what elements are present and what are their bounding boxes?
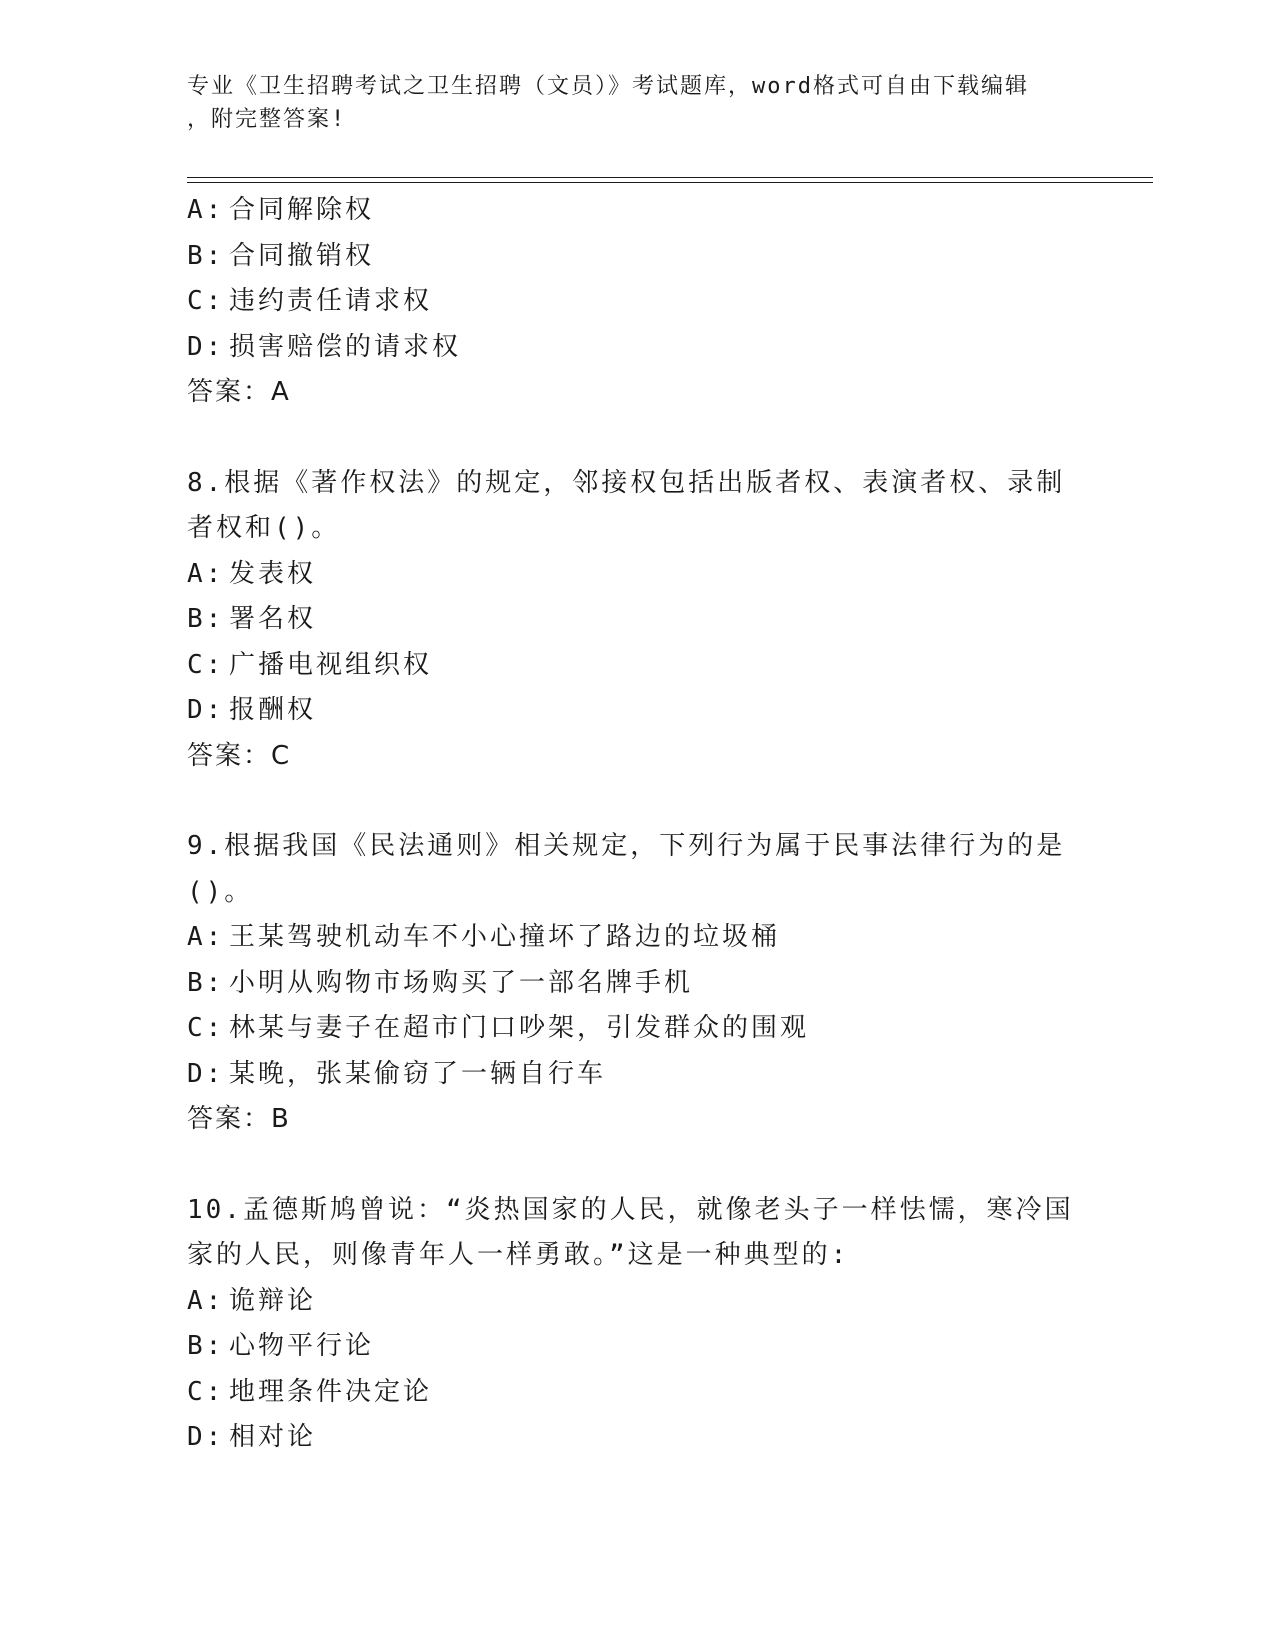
option-a: A: 合同解除权: [187, 195, 375, 225]
option-b: B: 合同撤销权: [187, 240, 375, 271]
question-10: [187, 1188, 1087, 1461]
question-stem: 10.孟德斯鸠曾说：“炎热国家的人民，就像老头子一样怯懦，寒冷国 家的人民，则像青年人一样勇敢。”这是一种典型的:: [187, 1194, 1074, 1270]
question-stem: 8.根据《著作权法》的规定，邻接权包括出版者权、表演者权、录制 者权和()。: [187, 467, 1066, 543]
header-line-2: ，附完整答案!: [187, 107, 347, 132]
option-c: C: 地理条件决定论: [187, 1376, 433, 1407]
option-a: A: 王某驾驶机动车不小心撞坏了路边的垃圾桶: [187, 922, 781, 952]
option-b: B: 小明从购物市场购买了一部名牌手机: [187, 967, 694, 998]
question-stem: 9.根据我国《民法通则》相关规定，下列行为属于民事法律行为的是 ()。: [187, 831, 1066, 907]
option-b: B: 署名权: [187, 604, 317, 634]
option-d: D: 损害赔偿的请求权: [187, 331, 462, 362]
option-c: C: 林某与妻子在超市门口吵架，引发群众的围观: [187, 1013, 810, 1043]
question-8: [187, 461, 1087, 780]
header-line-1: 专业《卫生招聘考试之卫生招聘（文员）》考试题库，word格式可自由下载编辑: [187, 74, 1029, 99]
question-9: [187, 824, 1087, 1143]
question-list: [187, 188, 1087, 1461]
option-d: D: 报酬权: [187, 695, 317, 725]
option-c: C: 广播电视组织权: [187, 649, 433, 680]
option-b: B: 心物平行论: [187, 1331, 375, 1361]
option-d: D: 某晚，张某偷窃了一辆自行车: [187, 1058, 607, 1089]
question-7: [187, 188, 1087, 416]
option-a: A: 发表权: [187, 558, 317, 589]
answer-line: 答案：C: [187, 740, 292, 771]
option-a: A: 诡辩论: [187, 1285, 317, 1316]
header-divider-top: [187, 177, 1153, 178]
header-divider-bottom: [187, 182, 1153, 183]
answer-line: 答案：B: [187, 1104, 291, 1134]
answer-line: 答案：A: [187, 377, 291, 407]
option-c: C: 违约责任请求权: [187, 286, 433, 316]
option-d: D: 相对论: [187, 1422, 317, 1452]
document-header: [187, 70, 1087, 136]
